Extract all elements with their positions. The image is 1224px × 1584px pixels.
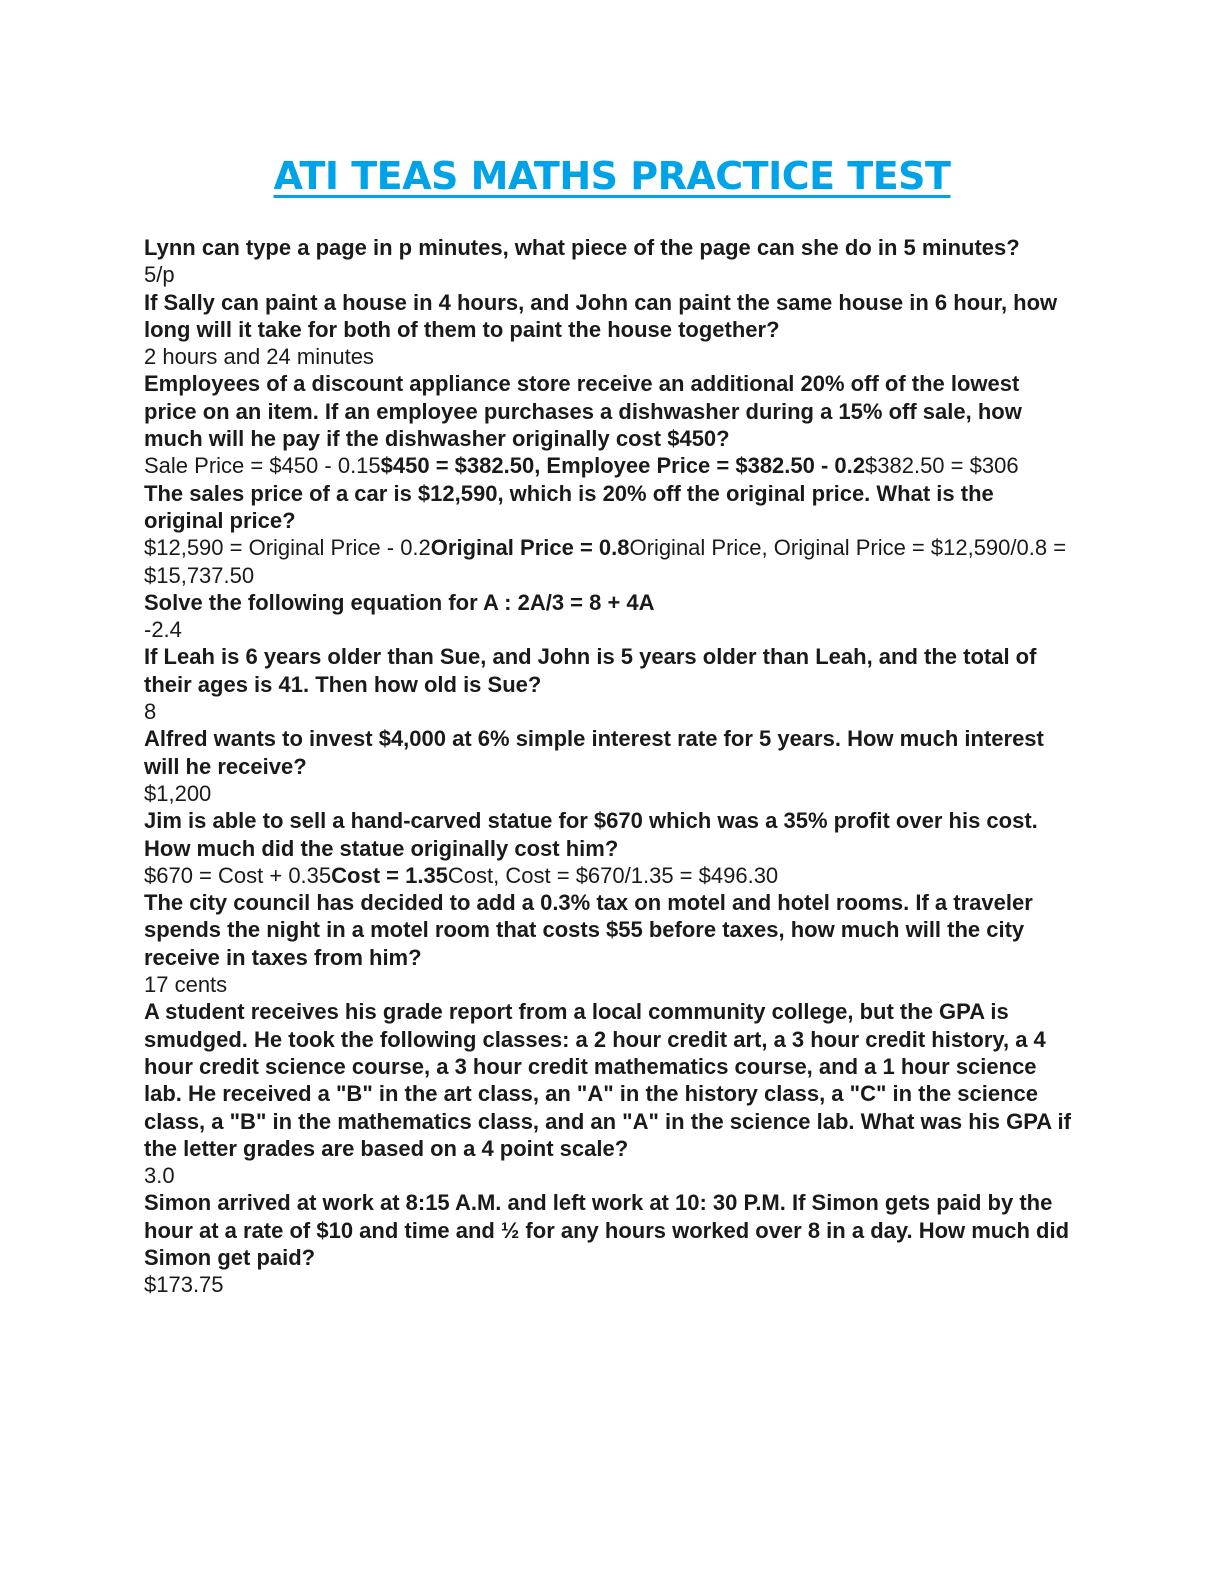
document-body	[144, 234, 1074, 1299]
answer-5: -2.4	[144, 617, 182, 643]
answer-3	[144, 452, 1074, 479]
question-8: Jim is able to sell a hand-carved statue for $670 which was a 35% profit over his cost. How much did the statue originally cost him?	[144, 808, 1038, 861]
question-7: Alfred wants to invest $4,000 at 6% simple interest rate for 5 years. How much interest will he receive?	[144, 726, 1044, 779]
question-11: Simon arrived at work at 8:15 A.M. and left work at 10: 30 P.M. If Simon gets paid by the hour at a rate of $10 and time and ½ for any hours worked over 8 in a day. How much did Simon get paid?	[144, 1190, 1070, 1270]
question-3: Employees of a discount appliance store receive an additional 20% off of the lowest price on an item. If an employee purchases a dishwasher during a 15% off sale, how much will he pay if the dishwasher originally cost $450?	[144, 371, 1022, 452]
answer-4-part-1: $12,590 = Original Price - 0.2	[144, 535, 431, 561]
document-title-text: ATI TEAS MATHS PRACTICE TEST	[273, 154, 951, 198]
question-5: Solve the following equation for A : 2A/3 = 8 + 4A	[144, 589, 655, 615]
answer-4-part-3: Original Price, Original Price = $12,590/0.8 = $15,737.50	[144, 535, 1067, 588]
answer-9: 17 cents	[144, 972, 228, 998]
question-10: A student receives his grade report from a local community college, but the GPA is smudged. He took the following classes: a 2 hour credit art, a 3 hour credit history, a 4 hour credit science course, a 3 hour credit mathematics course, and a 1 hour science lab. He received a "B" in the art class, an "A" in the history class, a "C" in the science class, a "B" in the mathematics class, and an "A" in the science lab. What was his GPA if the letter grades are based on a 4 point scale?	[144, 999, 1071, 1161]
answer-8-part-1: $670 = Cost + 0.35	[144, 862, 332, 888]
answer-4-part-2: Original Price = 0.8	[430, 535, 630, 561]
answer-11: $173.75	[144, 1272, 224, 1298]
question-6: If Leah is 6 years older than Sue, and John is 5 years older than Leah, and the total of their ages is 41. Then how old is Sue?	[144, 644, 1037, 697]
answer-6: 8	[144, 699, 157, 725]
answer-3-part-2: $450 = $382.50, Employee Price = $382.50 - 0.2	[380, 453, 866, 479]
answer-4	[144, 534, 1074, 589]
question-2: If Sally can paint a house in 4 hours, and John can paint the same house in 6 hour, how long will it take for both of them to paint the house together?	[144, 289, 1058, 342]
answer-2: 2 hours and 24 minutes	[144, 344, 374, 370]
answer-10: 3.0	[144, 1163, 175, 1189]
question-4: The sales price of a car is $12,590, which is 20% off the original price. What is the original price?	[144, 480, 994, 533]
answer-8-part-2: Cost = 1.35	[331, 862, 448, 888]
answer-3-part-1: Sale Price = $450 - 0.15	[144, 453, 381, 479]
answer-3-part-3: $382.50 = $306	[865, 453, 1019, 479]
answer-8-part-3: Cost, Cost = $670/1.35 = $496.30	[447, 862, 779, 888]
answer-8	[144, 862, 1074, 889]
question-1: Lynn can type a page in p minutes, what piece of the page can she do in 5 minutes?	[144, 235, 1020, 260]
answer-7: $1,200	[144, 780, 212, 806]
question-9: The city council has decided to add a 0.3% tax on motel and hotel rooms. If a traveler spends the night in a motel room that costs $55 before taxes, how much will the city receive in taxes from him?	[144, 890, 1033, 970]
document-title	[0, 150, 1224, 202]
answer-1: 5/p	[144, 262, 175, 288]
